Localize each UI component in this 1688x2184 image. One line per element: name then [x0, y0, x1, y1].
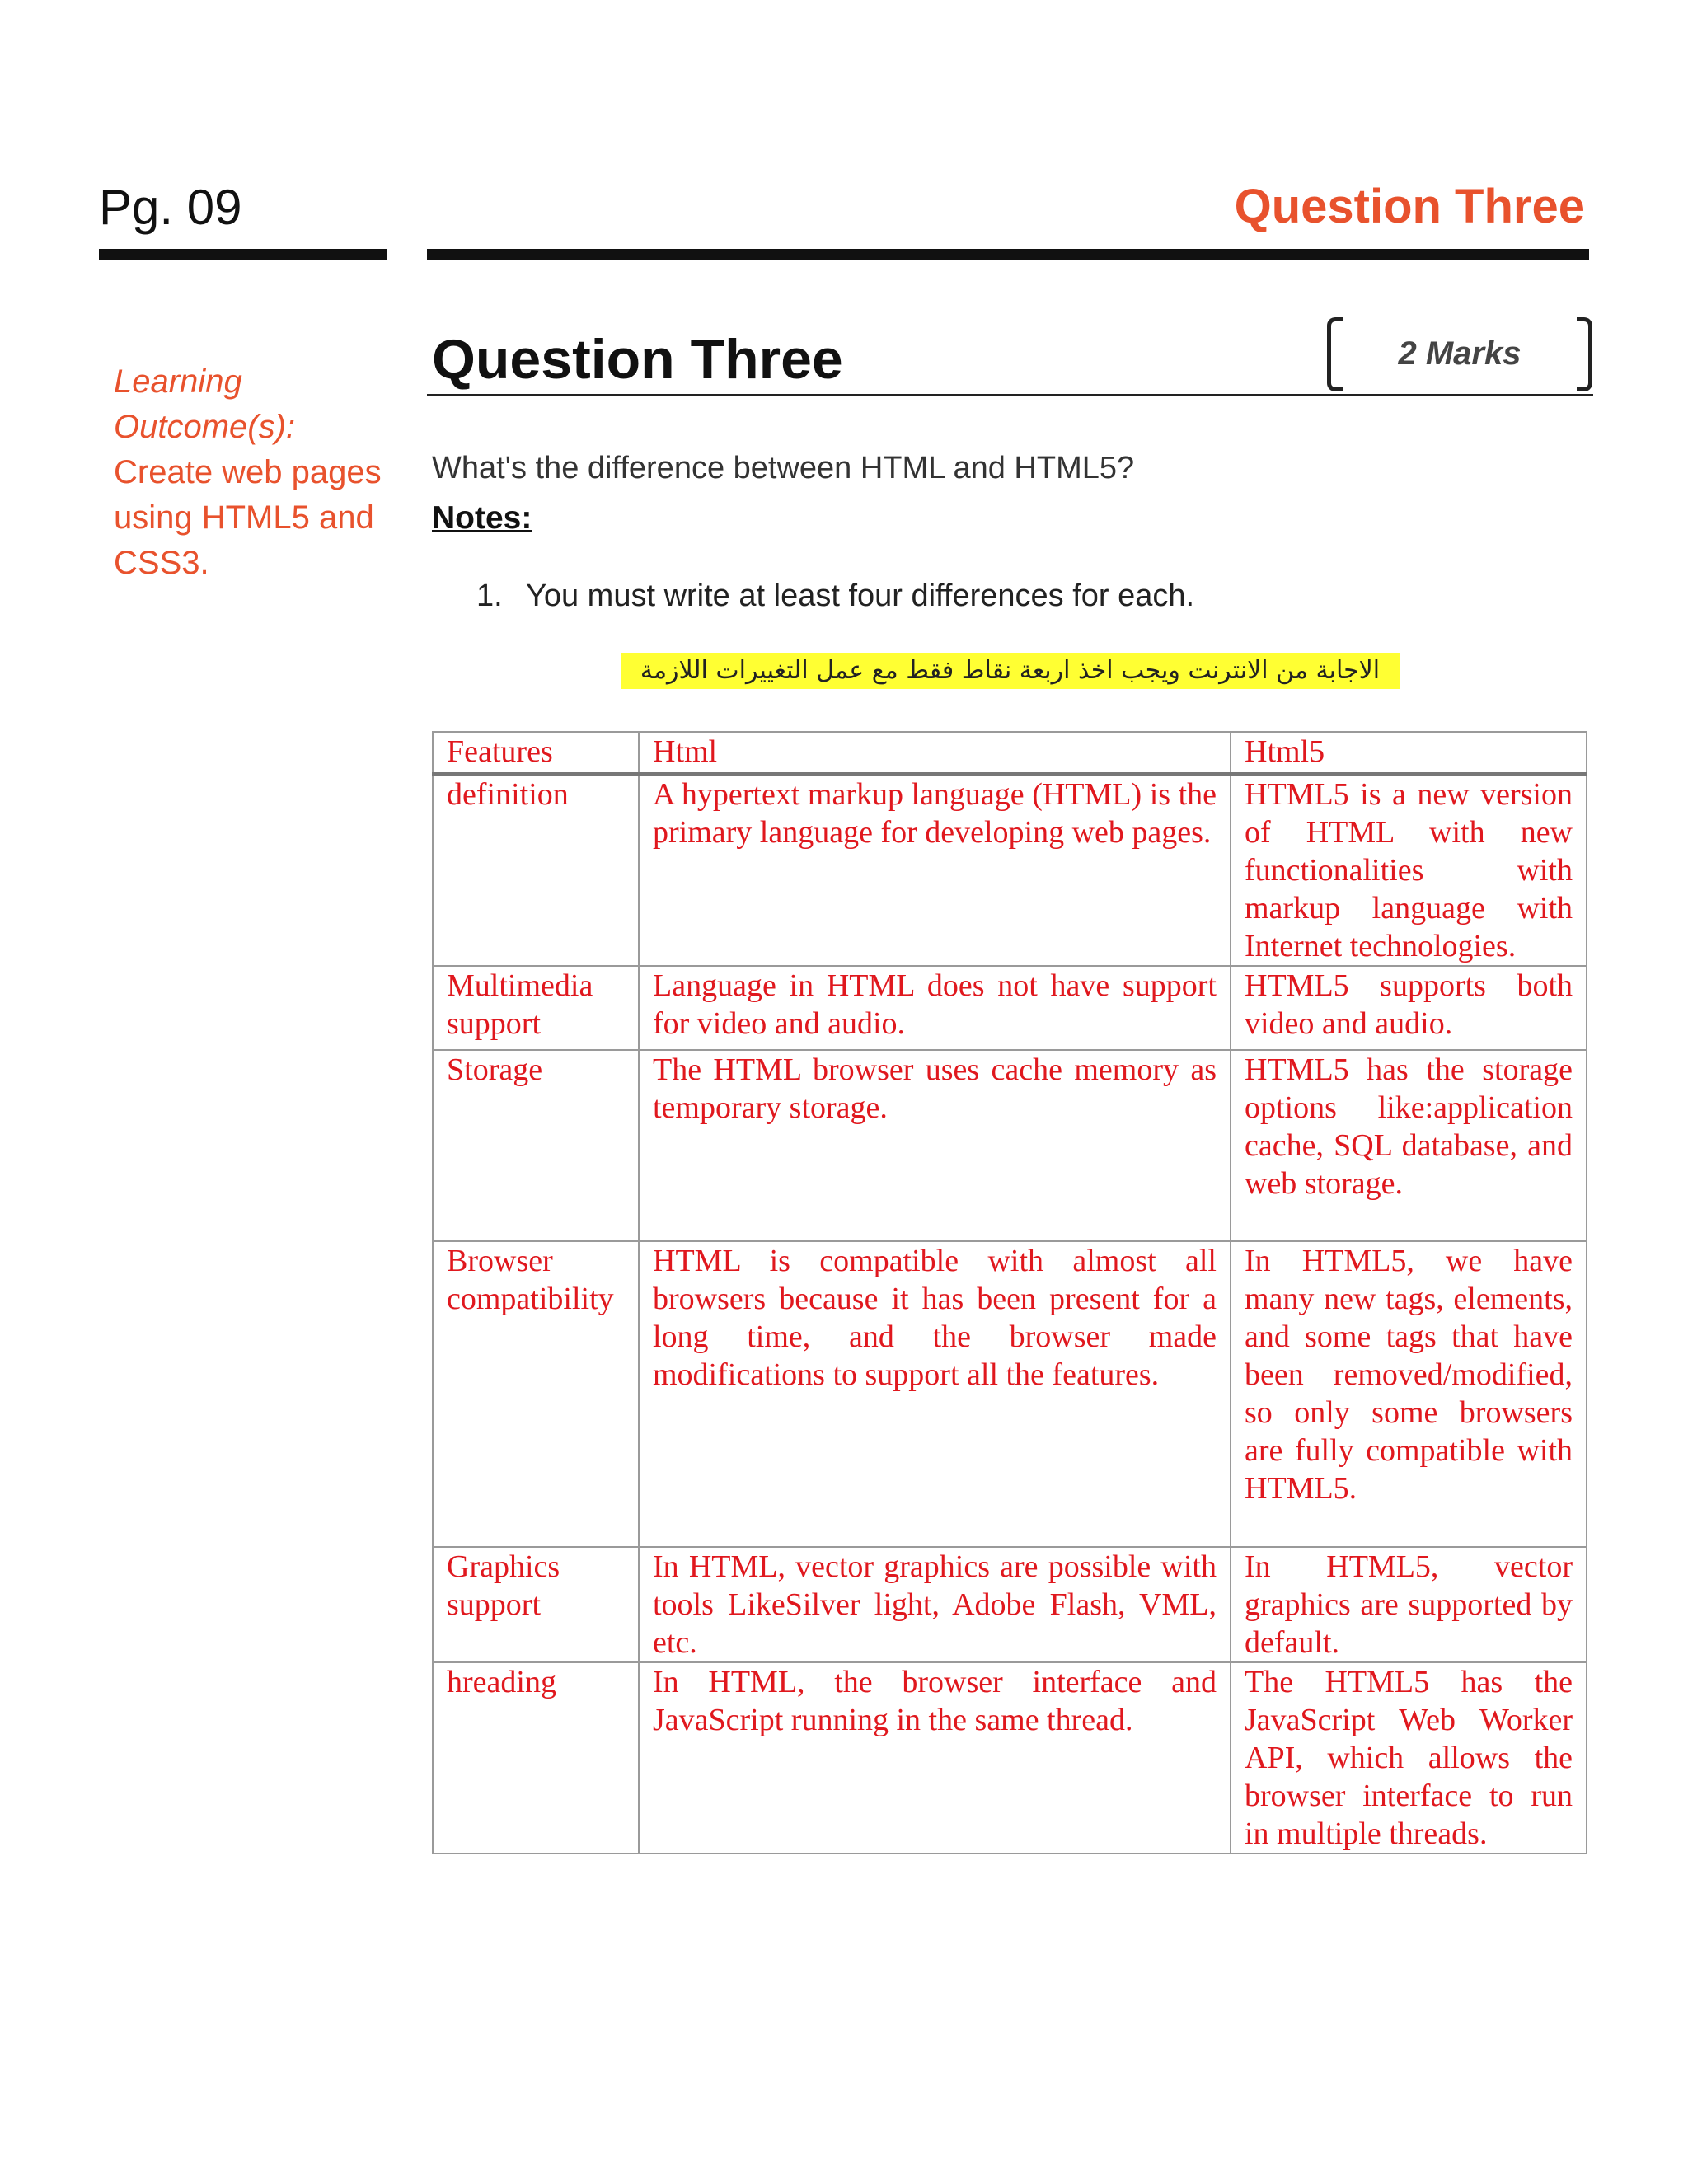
html-cell: Language in HTML does not have support for video and audio.	[639, 966, 1231, 1050]
learning-outcome-sidebar	[114, 359, 394, 586]
notes-label: Notes:	[432, 500, 532, 536]
html-cell: In HTML, the browser interface and JavaScript running in the same thread.	[639, 1662, 1231, 1854]
note-item	[476, 579, 1194, 614]
note-text: You must write at least four differences for each.	[526, 579, 1195, 613]
header-features: Features	[433, 732, 639, 774]
header-rule-right	[427, 249, 1589, 260]
header-rule-left	[99, 249, 387, 260]
marks-badge	[1327, 317, 1592, 388]
note-number: 1.	[476, 579, 503, 613]
feature-cell: Graphics support	[433, 1547, 639, 1662]
question-text: What's the difference between HTML and HTML5?	[432, 451, 1135, 485]
html5-cell: The HTML5 has the JavaScript Web Worker API, which allows the browser interface to run in multiple threads.	[1231, 1662, 1587, 1854]
feature-cell: definition	[433, 774, 639, 966]
comparison-table	[432, 731, 1587, 1854]
feature-cell: hreading	[433, 1662, 639, 1854]
learning-outcome-text: Create web pages using HTML5 and CSS3.	[114, 454, 382, 581]
html5-cell: In HTML5, vector graphics are supported by default.	[1231, 1547, 1587, 1662]
html5-cell: HTML5 has the storage options like:application cache, SQL database, and web storage.	[1231, 1050, 1587, 1241]
highlighted-arabic-note: الاجابة من الانترنت ويجب اخذ اربعة نقاط فقط مع عمل التغييرات اللازمة	[621, 653, 1400, 689]
table-row	[433, 1241, 1587, 1547]
feature-cell: Browser compatibility	[433, 1241, 639, 1547]
question-title-rule	[427, 394, 1593, 396]
table-row	[433, 1050, 1587, 1241]
html5-cell: HTML5 is a new version of HTML with new functionalities with markup language with Internet technologies.	[1231, 774, 1587, 966]
table-row	[433, 774, 1587, 966]
marks-text: 2 Marks	[1398, 335, 1522, 372]
html-cell: A hypertext markup language (HTML) is the primary language for developing web pages.	[639, 774, 1231, 966]
table-header-row	[433, 732, 1587, 774]
page-number: Pg. 09	[99, 180, 242, 235]
table-row	[433, 1662, 1587, 1854]
header-section-title: Question Three	[1234, 180, 1585, 233]
html5-cell: HTML5 supports both video and audio.	[1231, 966, 1587, 1050]
header-html5: Html5	[1231, 732, 1587, 774]
html5-cell: In HTML5, we have many new tags, elements, and some tags that have been removed/modified, so only some browsers are fully compatible with HTML5.	[1231, 1241, 1587, 1547]
feature-cell: Storage	[433, 1050, 639, 1241]
table-row	[433, 966, 1587, 1050]
table-row	[433, 1547, 1587, 1662]
html-cell: The HTML browser uses cache memory as temporary storage.	[639, 1050, 1231, 1241]
html-cell: In HTML, vector graphics are possible with tools LikeSilver light, Adobe Flash, VML, etc.	[639, 1547, 1231, 1662]
html-cell: HTML is compatible with almost all browsers because it has been present for a long time, and the browser made modifications to support all the features.	[639, 1241, 1231, 1547]
right-bracket-icon	[1577, 317, 1592, 391]
learning-outcome-label: Learning Outcome(s):	[114, 363, 296, 445]
question-title: Question Three	[432, 328, 843, 391]
header-html: Html	[639, 732, 1231, 774]
feature-cell: Multimedia support	[433, 966, 639, 1050]
